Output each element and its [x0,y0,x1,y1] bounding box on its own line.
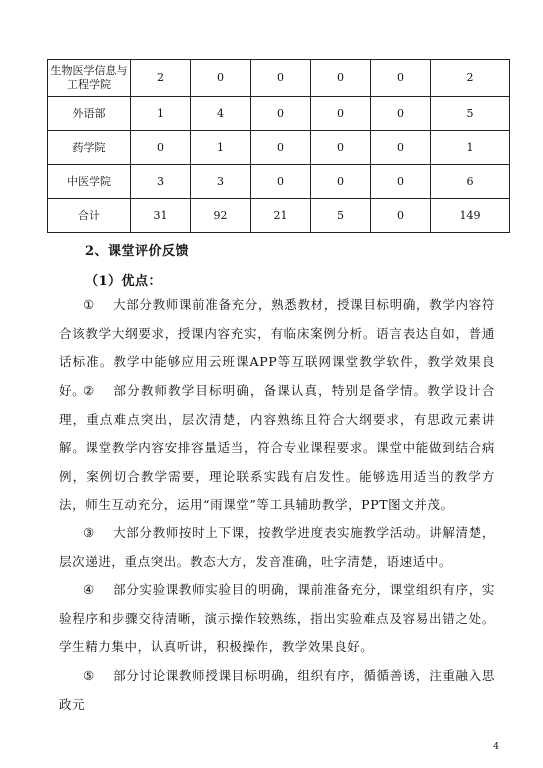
table-cell: 0 [251,97,311,131]
table-row-total [48,199,510,233]
table-cell: 0 [251,60,311,97]
list-marker: ② [83,383,95,398]
table-cell: 21 [251,199,311,233]
list-marker: ④ [83,582,95,597]
table-row [48,60,510,97]
table-cell: 0 [371,131,431,165]
table-cell: 0 [191,60,251,97]
table-cell-name: 中医学院 [48,165,131,199]
table-cell: 92 [191,199,251,233]
table-cell: 0 [251,165,311,199]
table-cell-name: 生物医学信息与工程学院 [48,60,131,97]
table-cell: 0 [371,199,431,233]
list-marker: ⑤ [83,668,95,683]
table-cell: 5 [431,97,510,131]
statistics-table [47,59,510,233]
paragraph [59,662,495,719]
section-heading: 2、课堂评价反馈 [85,244,190,259]
page-number: 4 [493,742,499,752]
table-cell: 0 [311,165,371,199]
table-cell: 6 [431,165,510,199]
table-cell: 0 [371,97,431,131]
table-cell: 0 [131,131,191,165]
paragraph-text: 部分实验课教师实验目的明确，课前准备充分，课堂组织有序，实验程序和步骤交待清晰，演示操作较熟练，指出实验难点及容易出错之处。学生精力集中，认真听讲，积极操作，教学效果良好。 [59,582,495,654]
table-cell: 2 [131,60,191,97]
table-cell: 5 [311,199,371,233]
paragraph-text: 部分教师教学目标明确，备课认真，特别是备学情。教学设计合理，重点难点突出，层次清楚，内容熟练且符合大纲要求，有思政元素讲解。课堂教学内容安排容量适当，符合专业课程要求。课堂中能做到结合病例，案例切合教学需要，理论联系实践有启发性。能够选用适当的教学方法，师生互动充分，运用“雨课堂”等工具辅助教学，PPT图文并茂。 [59,383,495,512]
paragraph [59,576,495,662]
table-cell-name: 外语部 [48,97,131,131]
table-cell: 4 [191,97,251,131]
table-cell: 1 [431,131,510,165]
paragraph-text: 大部分教师按时上下课，按教学进度表实施教学活动。讲解清楚，层次递进，重点突出。教态大方，发音准确，吐字清楚，语速适中。 [59,525,495,569]
table-cell: 149 [431,199,510,233]
paragraph-text: 大部分教师课前准备充分，熟悉教材，授课目标明确，教学内容符合该教学大纲要求，授课内容充实，有临床案例分析。语言表达自如，普通话标准。教学中能够应用云班课APP等互联网课堂教学软件，教学效果良好。 [59,297,495,398]
table-cell: 0 [371,60,431,97]
paragraph [59,377,495,520]
subsection-heading: （1）优点： [85,274,163,289]
table-cell: 3 [191,165,251,199]
table-cell-name: 药学院 [48,131,131,165]
list-marker: ① [83,297,95,312]
table-row [48,97,510,131]
list-marker: ③ [83,525,95,540]
table-cell: 1 [131,97,191,131]
table-cell: 31 [131,199,191,233]
table-cell: 0 [371,165,431,199]
table-row [48,165,510,199]
paragraph-text: 部分讨论课教师授课目标明确，组织有序，循循善诱，注重融入思政元 [59,668,495,712]
paragraph [59,519,495,576]
table-cell: 3 [131,165,191,199]
table-cell: 0 [311,97,371,131]
table-row [48,131,510,165]
table-cell: 1 [191,131,251,165]
table-cell: 2 [431,60,510,97]
table-cell-name: 合计 [48,199,131,233]
table-cell: 0 [311,60,371,97]
table-cell: 0 [311,131,371,165]
table-cell: 0 [251,131,311,165]
